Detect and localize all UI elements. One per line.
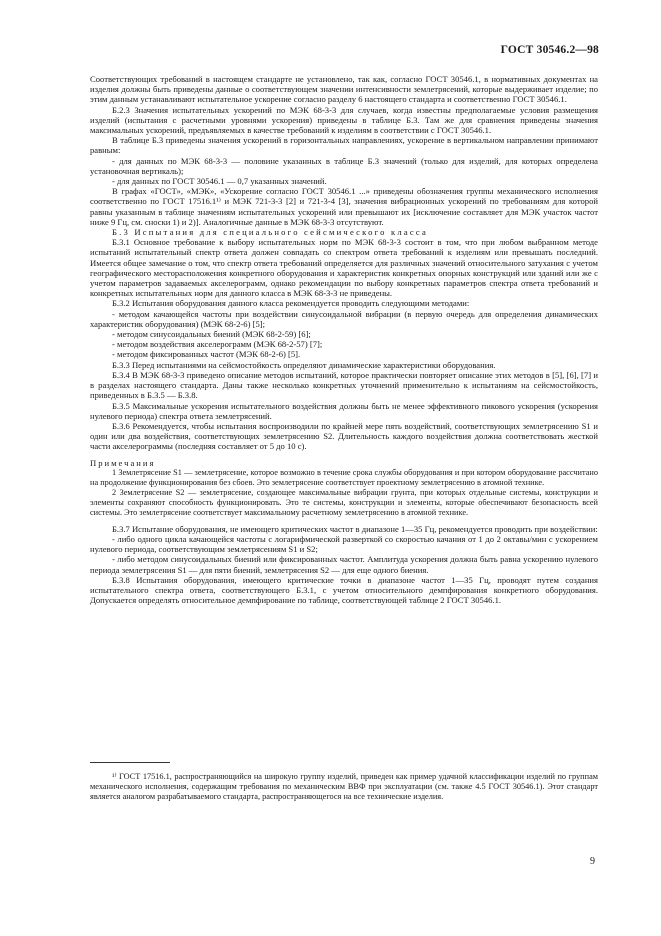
- page-header: ГОСТ 30546.2—98: [500, 44, 599, 56]
- paragraph: В графах «ГОСТ», «МЭК», «Ускорение согласно ГОСТ 30546.1 ...» приведены обозначения группы механического исполнения соответственно по ГОСТ 17516.1¹⁾ и МЭК 721-3-3 [2] и 721-3-4 [3], значения вибрационных ускорений по требованиям для которой равны указанным в таблице значениям испытательных ускорений или превышают их [исключение составляет для МЭК участок частот ниже 9 Гц, см. сноски 1) и 2)]. Аналогичные данные в МЭК 68-3-3 отсутствуют.: [90, 186, 598, 227]
- list-item: - для данных по ГОСТ 30546.1 — 0,7 указанных значений.: [112, 176, 327, 187]
- paragraph: Б.3.8 Испытания оборудования, имеющего критические точки в диапазоне частот 1—35 Гц, проводят путем создания испытательного спектра ответа, соответствующего Б.3.1, с учетом относительного демпфирования конкретного оборудования. Допускается определять относительное демпфирование по таблице, соответствующей таблице 2 ГОСТ 30546.1.: [90, 574, 598, 606]
- paragraph: Б.3.5 Максимальные ускорения испытательного воздействия должны быть не менее эффективного пикового ускорения (ускорения нулевого периода) спектра ответа землетрясений.: [90, 400, 598, 421]
- notes-heading: Примечания: [90, 457, 156, 468]
- paragraph: Соответствующих требований в настоящем стандарте не установлено, так как, согласно ГОСТ 30546.1, в нормативных документах на изделия должны быть приведены данные о соответствующем значении интенсивности землетрясений, которые выдерживает изделие; по этим данным устанавливают испытательное ускорение согласно разделу 6 настоящего стандарта и соответственно ГОСТ 30546.1.: [90, 74, 598, 105]
- paragraph: В таблице Б.3 приведены значения ускорений в горизонтальных направлениях, ускорение в вертикальном направлении принимают равным:: [90, 135, 598, 156]
- note-item: 2 Землетрясение S2 — землетрясение, создающее максимальные вибрации грунта, при которых отдельные системы, конструкции и элементы сохраняют способность функционировать. Это те системы, конструкции и элементы, которые обеспечивают безопасность всей системы. Это землетрясение соответствует максимальному расчетному землетрясению в атомной технике.: [90, 487, 598, 517]
- paragraph: Б.3.7 Испытание оборудования, не имеющего критических частот в диапазоне 1—35 Гц, рекомендуется проводить при воздействии:: [112, 523, 598, 534]
- paragraph: Б.3.3 Перед испытаниями на сейсмостойкость определяют динамические характеристики оборудования.: [112, 359, 496, 370]
- list-item: - для данных по МЭК 68-3-3 — половине указанных в таблице Б.3 значений (только для изделий, для которых определена установочная вертикаль);: [90, 155, 598, 176]
- list-item: - методом синусоидальных биений (МЭК 68-2-59) [6];: [112, 329, 311, 340]
- document-body: [90, 74, 598, 605]
- section-heading: Б.3 Испытания для специального сейсмического класса: [112, 227, 428, 238]
- list-item: - либо методом синусоидальных биений или фиксированных частот. Амплитуда ускорения должна быть равна ускорению нулевого периода землетрясения S1 — для пяти биений, землетрясения S2 — для еще одного биения.: [90, 554, 598, 575]
- paragraph: Б.3.4 В МЭК 68-3-3 приведено описание методов испытаний, которое практически повторяет описание этих методов в [5], [6], [7] и в разделах настоящего стандарта. Даны также несколько конкретных уточнений применительно к испытаниям на сейсмостойкость, приведенных в Б.3.5 — Б.3.8.: [90, 369, 598, 401]
- note-item: 1 Землетрясение S1 — землетрясение, которое возможно в течение срока службы оборудования и при котором оборудование рассчитано на продолжение функционирования без сбоев. Это землетрясение соответствует проектному землетрясению в атомной технике.: [90, 467, 598, 487]
- paragraph: Б.3.2 Испытания оборудования данного класса рекомендуется проводить следующими методами:: [112, 298, 470, 309]
- footnote: ¹⁾ ГОСТ 17516.1, распространяющийся на широкую группу изделий, приведен как пример удачной классификации изделий по группам механического исполнения, содержащим требования по механическим ВВФ при эксплуатации (см. также 4.5 ГОСТ 30546.1). Этот стандарт является аналогом разрабатываемого стандарта, распространяющегося на все технические изделия.: [90, 772, 598, 801]
- page-number: 9: [590, 856, 595, 867]
- footnote-divider: [90, 762, 170, 763]
- list-item: - методом воздействия акселерограмм (МЭК 68-2-57) [7];: [112, 339, 323, 350]
- paragraph: Б.2.3 Значения испытательных ускорений по МЭК 68-3-3 для случаев, когда известны предполагаемые условия размещения изделий (испытания с расчетными уровнями ускорения) приведены в таблице Б.3. Там же для сравнения приведены значения максимальных ускорений, предъявляемых в качестве требований к изделиям в соответствии с ГОСТ 30546.1.: [90, 104, 598, 136]
- list-item: - либо одного цикла качающейся частоты с логарифмической разверткой со скоростью качания от 1 до 2 октавы/мин с ускорением нулевого периода, соответствующим землетрясениям S1 и S2;: [90, 533, 598, 555]
- list-item: - методом фиксированных частот (МЭК 68-2-6) [5].: [112, 349, 301, 360]
- paragraph: Б.3.1 Основное требование к выбору испытательных норм по МЭК 68-3-3 состоит в том, что при любом выбранном методе испытаний испытательный спектр ответа должен совпадать со спектром ответа требований к изделиям или превышать последний. Имеется общее замечание о том, что спектр ответа требований определяется для различных значений относительного затухания с учетом географического месторасположения конкретного оборудования и характеристик конкретных опорных конструкций или зданий или же с учетом параметров задаваемых акселерограмм, однако рекомендации по выбору конкретных параметров спектра ответа требований и конкретных испытательных норм для данного класса в МЭК 68-3-3 не приведены.: [90, 237, 598, 299]
- list-item: - методом качающейся частоты при воздействии синусоидальной вибрации (в первую очередь для определения динамических характеристик оборудования) (МЭК 68-2-6) [5];: [90, 308, 598, 329]
- paragraph: Б.3.6 Рекомендуется, чтобы испытания воспроизводили по крайней мере пять воздействий, соответствующих землетрясению S1 и один или два воздействия, соответствующих землетрясению S2. Длительность каждого воздействия должна соответствовать жесткой части акселерограммы (последняя составляет от 5 до 10 с).: [90, 420, 598, 452]
